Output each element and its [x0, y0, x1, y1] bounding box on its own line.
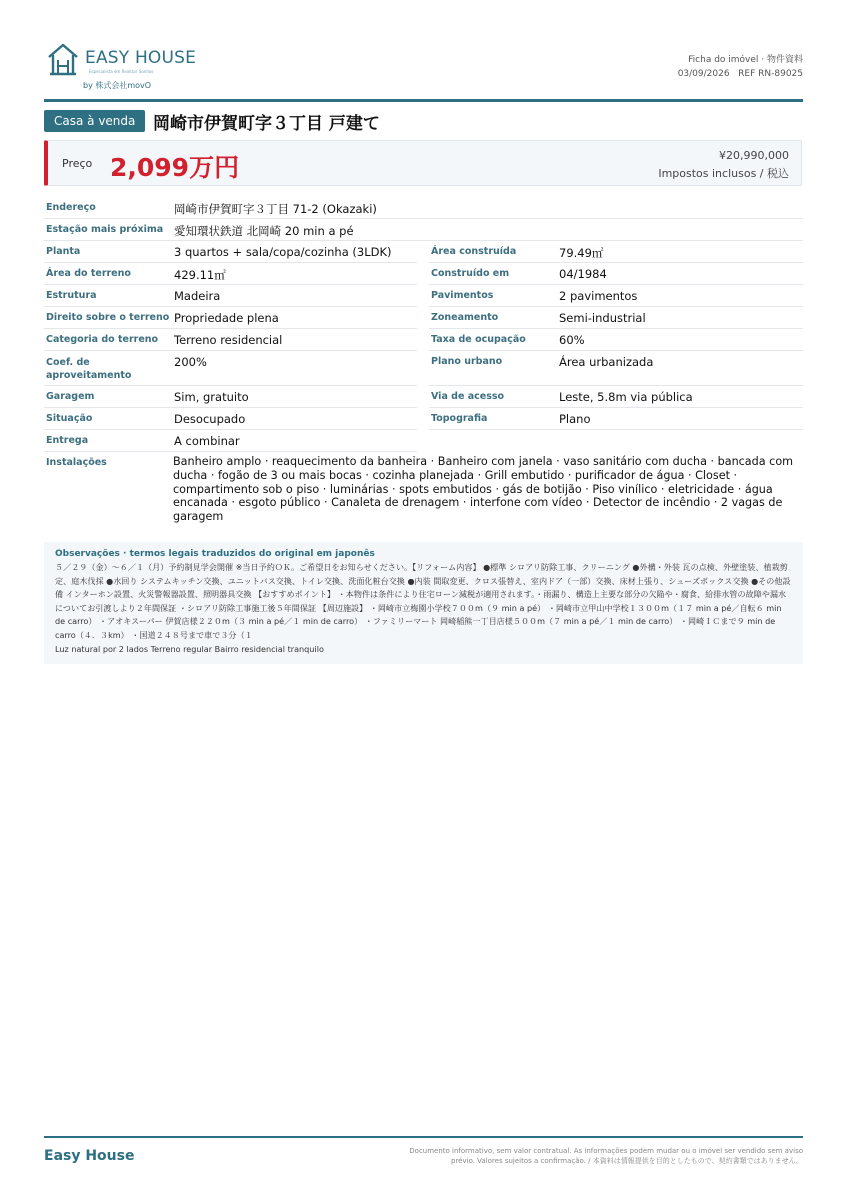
listing-type-badge: Casa à venda: [44, 110, 145, 132]
spec-label-line: aproveitamento: [46, 370, 132, 381]
spec-cell: [429, 351, 803, 386]
spec-cell: [44, 386, 417, 408]
spec-label: Entrega: [46, 435, 89, 446]
spec-value: 79.49㎡: [559, 246, 604, 260]
spec-value: 429.11㎡: [174, 268, 226, 282]
spec-value: 2 pavimentos: [559, 289, 638, 303]
spec-value: 3 quartos + sala/copa/cozinha (3LDK): [174, 245, 392, 259]
spec-label: Zoneamento: [431, 312, 499, 323]
spec-label: Categoria do terreno: [46, 334, 159, 345]
footer-disclaimer-line: Documento informativo, sem valor contratual. As informações podem mudar ou o imóvel ser vendido sem aviso: [409, 1147, 803, 1155]
house-logo-icon: [46, 42, 80, 76]
notes-title: Observações · termos legais traduzidos do original em japonês: [55, 549, 375, 559]
spec-value: 岡崎市伊賀町字３丁目 71-2 (Okazaki): [174, 202, 377, 216]
spec-label: Endereço: [46, 202, 96, 213]
spec-label: Pavimentos: [431, 290, 494, 301]
spec-value: Leste, 5.8m via pública: [559, 390, 693, 404]
spec-label: Planta: [46, 246, 81, 257]
footer-disclaimer-line: prévio. Valores sujeitos a confirmação. / 本資料は情報提供を目的としたもので、契約書類ではありません。: [451, 1157, 803, 1165]
spec-label: Estrutura: [46, 290, 97, 301]
spec-value: 60%: [559, 333, 585, 347]
spec-cell: [44, 241, 417, 263]
spec-grid: [44, 241, 803, 398]
document-type: Ficha do imóvel · 物件資料: [688, 55, 803, 65]
price-yen: ¥20,990,000: [719, 149, 789, 162]
spec-cell: [44, 408, 417, 430]
spec-cell: [44, 307, 417, 329]
spec-label: Topografia: [431, 413, 488, 424]
spec-cell: [44, 430, 417, 452]
spec-value: Madeira: [174, 289, 221, 303]
spec-label: Área do terreno: [46, 268, 131, 279]
document-meta: [678, 53, 803, 81]
price-value: 2,099万円: [110, 153, 240, 182]
spec-cell: [429, 386, 803, 408]
spec-cell: [44, 285, 417, 307]
spec-grid-lower: [44, 386, 803, 452]
spec-label: Construído em: [431, 268, 510, 279]
spec-row-address: [44, 197, 803, 219]
spec-value: Terreno residencial: [174, 333, 283, 347]
document-ref: REF RN-89025: [738, 69, 803, 79]
spec-label: Direito sobre o terreno: [46, 312, 170, 323]
spec-value: Plano: [559, 412, 591, 426]
spec-label: Taxa de ocupação: [431, 334, 526, 345]
notes-body: ５／２９（金）～６／１（月）予約制見学会開催 ※当日予約ＯＫ。ご希望日をお知らせください。【リフォーム内容】 ●標準 シロアリ防除工事、クリーニング ●外構・外装 瓦の点検、外壁塗装、植栽剪定、庭木伐採 ●水回り システムキッチン交換、ユニットバス交換、トイレ交換、洗面化粧台交換 ●内装 間取変更、クロス張替え、室内ドア（一部）交換、床材上張り、シューズボックス交換 ●その他設備 インターホン設置、火災警報器設置、照明器具交換 【おすすめポイント】 ・本物件は条件により住宅ローン減税が適用されます。・雨漏り、構造上主要な部分の欠陥や・腐食、給排水管の故障や漏水についてお引渡しより２年間保証 ・シロアリ防除工事施工後５年間保証 【周辺施設】 ・岡崎市立梅園小学校７００m（９ min a pé） ・岡崎市立甲山中学校１３００m（１７ min a pé／自転６ min de carro） ・アオキスーパー 伊賀店様２２０m（３ min a pé／１ min de carro） ・ファミリーマート 岡崎稲熊一丁目店様５００m（７ min a pé／１ min de carro） ・岡崎ＩＣまで９ min de carro（４．３km） ・国道２４８号まで車で３分（１: [55, 562, 791, 640]
spec-value: Propriedade plena: [174, 311, 279, 325]
spec-row-station: [44, 219, 803, 241]
spec-value: A combinar: [174, 434, 240, 448]
document-date-ref: [678, 67, 803, 81]
price-label: Preço: [62, 157, 93, 170]
spec-label: Situação: [46, 413, 93, 424]
spec-cell: [44, 329, 417, 351]
header-divider: [44, 99, 803, 102]
spec-cell: [429, 408, 803, 430]
footer-divider: [44, 1136, 803, 1138]
spec-label: Estação mais próxima: [46, 224, 164, 235]
spec-value: 04/1984: [559, 267, 607, 281]
spec-table: [44, 197, 803, 530]
spec-cell: [429, 285, 803, 307]
brand-name: EASY HOUSE: [85, 48, 197, 68]
spec-value: Sim, gratuito: [174, 390, 249, 404]
spec-label-line: Coef. de: [46, 357, 90, 368]
brand-company: by 株式会社movO: [83, 81, 152, 90]
facilities-list: Banheiro amplo · reaquecimento da banheira · Banheiro com janela · vaso sanitário com ducha · bancada com ducha · fogão de 3 ou mais bocas · cozinha planejada · Grill embutido · purificador de água · Closet · compartimento sob o piso · luminárias · spots embutidos · gás de botijão · Piso vinílico · eletricidade · água encanada · esgoto público · Canaleta de drenagem · interfone com vídeo · Detector de incêndio · 2 vagas de garagem: [173, 455, 794, 524]
spec-label: Instalações: [46, 457, 107, 468]
price-tax-note: Impostos inclusos / 税込: [658, 167, 789, 180]
spec-label: Via de acesso: [431, 391, 505, 402]
spec-value: Semi-industrial: [559, 311, 646, 325]
notes-extra: Luz natural por 2 lados Terreno regular Bairro residencial tranquilo: [55, 643, 324, 654]
spec-label: Plano urbano: [431, 356, 503, 367]
spec-value: Área urbanizada: [559, 355, 654, 369]
spec-label: Área construída: [431, 246, 517, 257]
spec-cell: [44, 351, 417, 386]
footer-brand: Easy House: [44, 1148, 135, 1164]
page-title: 岡崎市伊賀町字３丁目 戸建て: [153, 114, 380, 134]
price-box: [44, 140, 802, 186]
spec-value: 愛知環状鉄道 北岡崎 20 min a pé: [174, 224, 354, 238]
notes-box: [44, 542, 803, 664]
spec-label: [46, 356, 131, 382]
spec-value: Desocupado: [174, 412, 246, 426]
footer-disclaimer: [409, 1146, 803, 1166]
spec-value: 200%: [174, 355, 207, 369]
spec-row-facilities: [44, 452, 803, 530]
page-header: [44, 40, 803, 98]
spec-label: Garagem: [46, 391, 95, 402]
brand-tagline: Especialista em Realizar Sonhos: [89, 69, 154, 74]
property-sheet: [44, 0, 803, 1200]
spec-cell: [429, 241, 803, 263]
spec-cell: [429, 329, 803, 351]
spec-cell: [429, 307, 803, 329]
document-date: 03/09/2026: [677, 69, 730, 79]
spec-cell: [429, 263, 803, 285]
spec-cell: [44, 263, 417, 285]
